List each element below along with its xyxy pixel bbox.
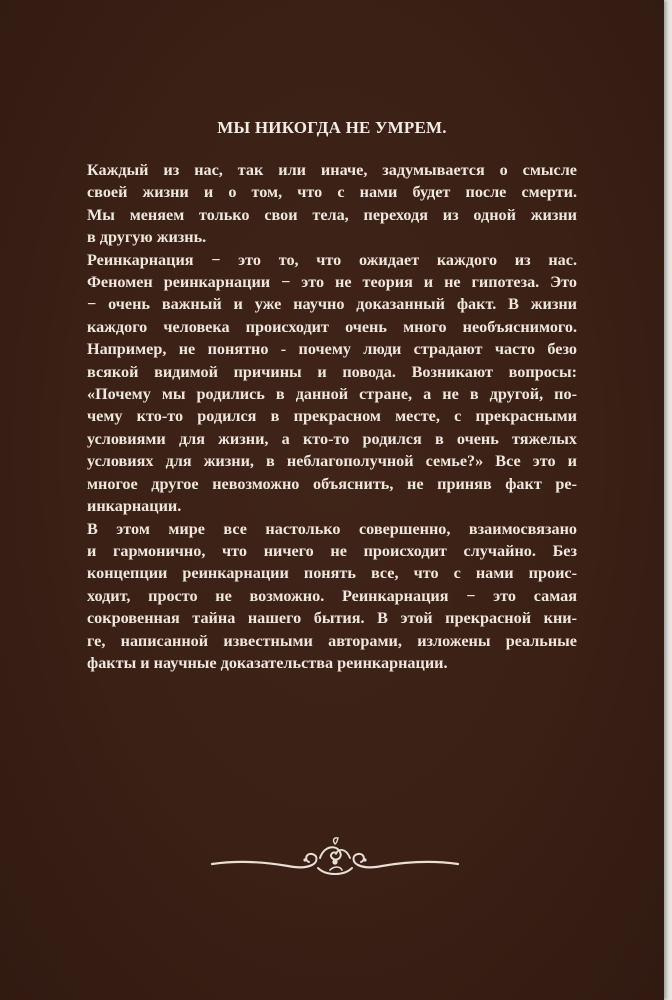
text-line: «Почему мы родились в данной стране, а не в другой, по- (87, 385, 577, 404)
text-line: факты и научные доказательства реинкарнации. (87, 653, 448, 672)
text-line: ходит, просто не возможно. Реинкарнация − это самая (87, 586, 577, 605)
text-line: чему кто-то родился в прекрасном месте, с прекрасными (87, 407, 577, 426)
text-line: Например, не понятно - почему люди страдают часто безо (87, 340, 577, 359)
text-line: в другую жизнь. (87, 228, 207, 247)
text-line: концепции реинкарнации понять все, что с нами проис- (87, 564, 577, 583)
text-line: многое другое невозможно объяснить, не приняв факт ре- (87, 474, 577, 493)
text-line: всякой видимой причины и повода. Возникают вопросы: (87, 362, 577, 381)
flourish-divider-icon (210, 836, 460, 880)
text-line: Реинкарнация − это то, что ожидает каждого из нас. (87, 250, 577, 269)
book-title: МЫ НИКОГДА НЕ УМРЕМ. (217, 118, 447, 137)
text-line: Феномен реинкарнации − это не теория и не гипотеза. Это (87, 273, 577, 292)
text-line: В этом мире все настолько совершенно, взаимосвязано (87, 519, 577, 538)
text-line: каждого человека происходит очень много необъяснимого. (87, 317, 577, 336)
text-line: сокровенная тайна нашего бытия. В этой прекрасной кни- (87, 609, 577, 628)
text-line: − очень важный и уже научно доказанный факт. В жизни (87, 295, 577, 314)
annotation-text (87, 159, 577, 674)
text-line: Мы меняем только свои тела, переходя из одной жизни (87, 205, 577, 224)
text-line: своей жизни и о том, что с нами будет после смерти. (87, 183, 577, 202)
text-line: условиях для жизни, в неблагополучной семье?» Все это и (87, 452, 577, 471)
text-line: ге, написанной известными авторами, изложены реальные (87, 631, 577, 650)
text-line: инкарнации. (87, 497, 182, 516)
text-line: Каждый из нас, так или иначе, задумывается о смысле (87, 161, 577, 179)
text-line: и гармонично, что ничего не происходит случайно. Без (87, 541, 577, 560)
text-line: условиями для жизни, а кто-то родился в очень тяжелых (87, 429, 577, 448)
